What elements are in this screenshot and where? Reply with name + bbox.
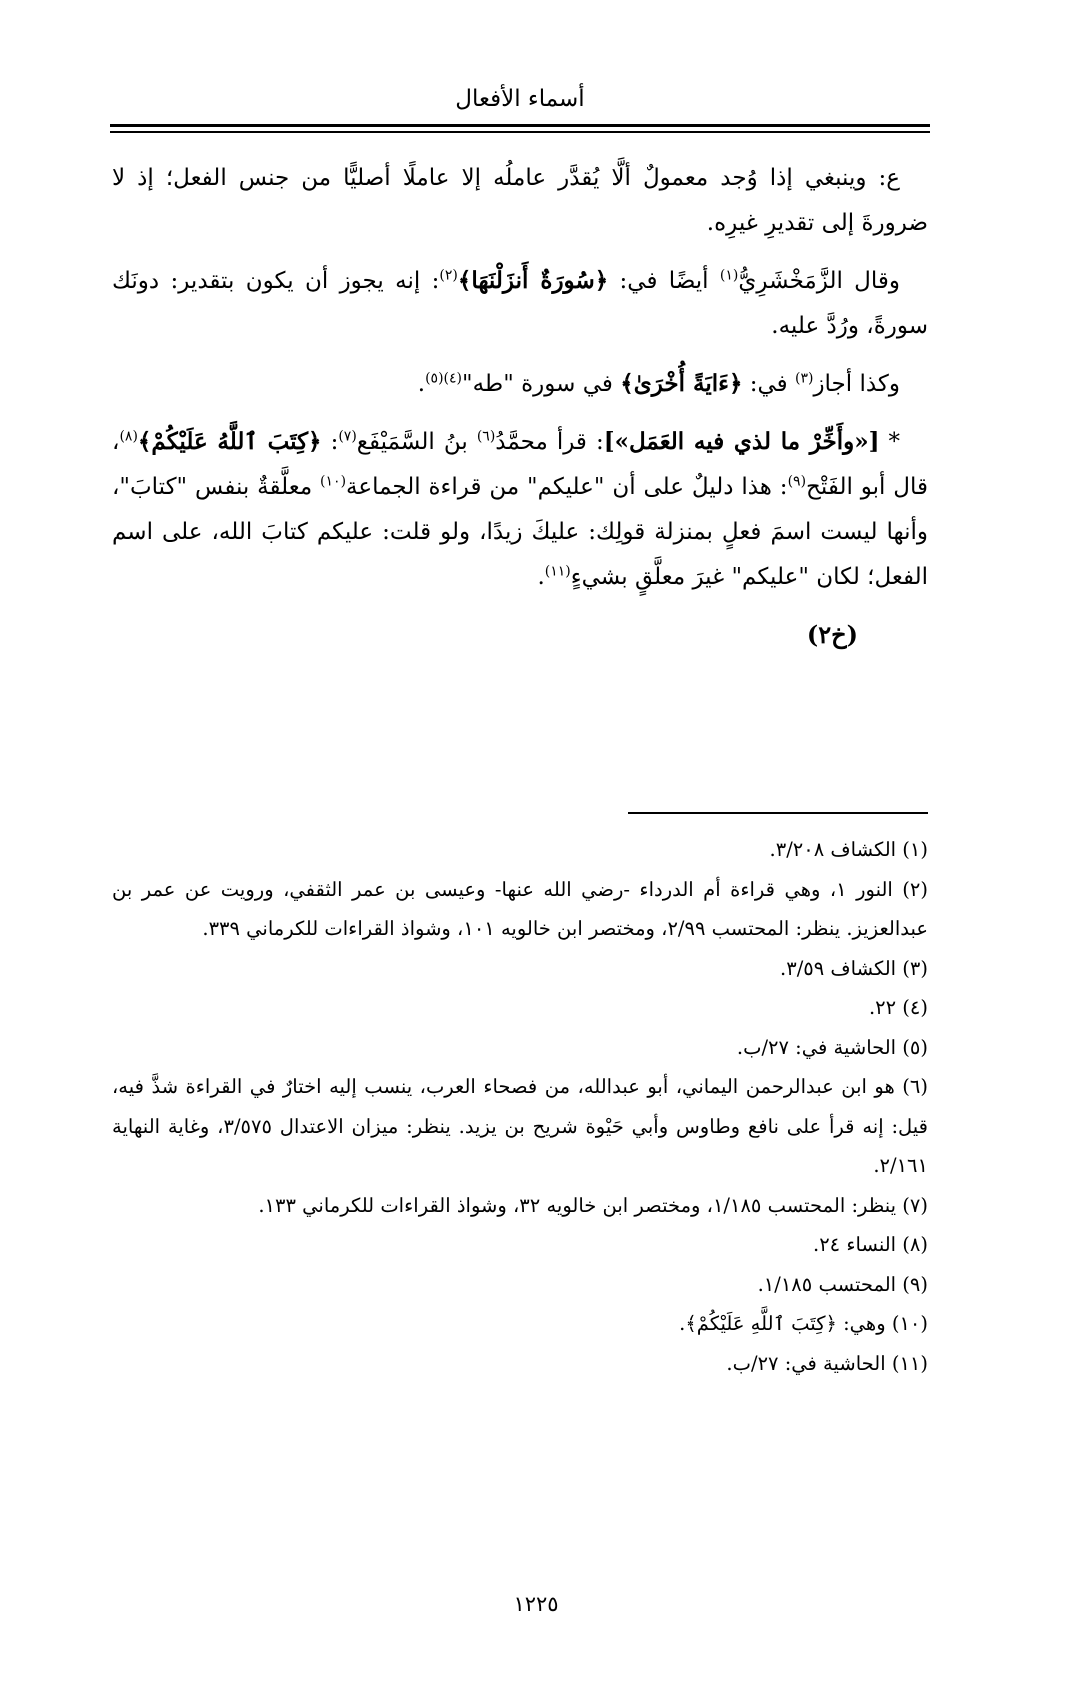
footnote-1: (١) الكشاف ٣/٢٠٨. bbox=[769, 838, 928, 861]
footnote-4: (٤) ٢٢. bbox=[868, 996, 928, 1019]
p3-text-d: . bbox=[417, 371, 426, 397]
footnote-9: (٩) المحتسب ١/١٨٥. bbox=[757, 1272, 928, 1296]
page-number: ١٢٢٥ bbox=[513, 1592, 559, 1616]
p4-heading: [«وأَخِّرْ ما لذي فيه العَمَل»] bbox=[603, 428, 880, 455]
p4-text-c: : bbox=[321, 429, 339, 455]
p4-text-b: بنُ السَّمَيْفَع bbox=[356, 429, 477, 455]
p4-star: * bbox=[879, 429, 901, 455]
p3-text-a: وكذا أجاز bbox=[813, 371, 900, 397]
footnote-8: (٨) النساء ٢٤. bbox=[812, 1233, 928, 1256]
footnote-2: (٢) النور ١، وهي قراءة أم الدرداء -رضي الله عنها- وعيسى بن عمر الثقفي، ورويت عن عمر بن عبدالعزيز. ينظر: المحتسب ٢/٩٩، ومختصر ابن خالويه ١٠١، وشواذ القراءات للكرماني ٣٣٩. bbox=[112, 877, 928, 940]
header-rule-thick bbox=[110, 124, 930, 127]
quran-quote-1: ﴿سُورَةٌ أَنزَلْنَهَا﴾ bbox=[457, 267, 609, 294]
quran-quote-2: ﴿ءَايَةً أُخْرَىٰ﴾ bbox=[620, 370, 743, 397]
footnote-ref-6: (٦) bbox=[476, 428, 496, 445]
p4-text-d: ، قال أبو الفَتْح bbox=[112, 429, 928, 500]
p4-text-g: . bbox=[537, 564, 545, 590]
quran-quote-3: ﴿كِتَبَ ٱللَّهُ عَلَيْكُمْ﴾ bbox=[137, 428, 322, 455]
footnote-ref-8: (٨) bbox=[119, 428, 138, 445]
footnote-ref-1: (١) bbox=[719, 267, 739, 284]
footnote-7: (٧) ينظر: المحتسب ١/١٨٥، ومختصر ابن خالويه ٣٢، وشواذ القراءات للكرماني ١٣٣. bbox=[258, 1193, 928, 1217]
running-title: أسماء الأفعال bbox=[455, 86, 585, 112]
header-rule-thin bbox=[110, 131, 930, 133]
p2-text-c: : إنه يجوز أن يكون بتقدير: دونَك سورةً، ورُدَّ عليه. bbox=[112, 268, 928, 339]
footnote-ref-3: (٣) bbox=[794, 370, 814, 387]
p3-text-c: في سورة "طه" bbox=[462, 371, 621, 397]
paragraph-1: ع: وينبغي إذا وُجد معمولٌ ألَّا يُقدَّر عاملُه إلا عاملًا أصليًّا من جنس الفعل؛ إذ لا ضرورةَ إلى تقديرِ غيرِه. bbox=[112, 165, 928, 236]
paragraph-2 bbox=[112, 258, 928, 349]
p2-text-b: أيضًا في: bbox=[608, 268, 720, 294]
p4-text-f: معلَّقةٌ بنفس "كتابَ"، وأنها ليست اسمَ فعلٍ بمنزلة قولِك: عليكَ زيدًا، ولو قلت: عليكم كتابَ الله، على اسم الفعل؛ لكان "عليكم" غيرَ معلَّقٍ بشيءٍ bbox=[112, 474, 928, 590]
p3-text-b: في: bbox=[742, 371, 795, 397]
footnote-3: (٣) الكشاف ٣/٥٩. bbox=[780, 956, 928, 980]
p2-text-a: وقال الزَّمَخْشَرِيُّ bbox=[738, 268, 901, 294]
footnote-ref-4-5: (٤)(٥) bbox=[425, 370, 462, 387]
footnote-6: (٦) هو ابن عبدالرحمن اليماني، أبو عبدالله، من فصحاء العرب، ينسب إليه اختارٌ في القراءة شذَّ فيه، قيل: إنه قرأ على نافع وطاوس وأبي حَيْوة شريح بن يزيد. ينظر: ميزان الاعتدال ٣/٥٧٥، وغاية النهاية ٢/١٦١. bbox=[112, 1075, 929, 1177]
paragraph-3 bbox=[112, 361, 928, 407]
footnotes bbox=[112, 830, 928, 1383]
p4-text-e: : هذا دليلٌ على أن "عليكم" من قراءة الجماعة bbox=[346, 474, 788, 500]
p4-text-a: : قرأ محمَّدُ bbox=[495, 429, 604, 455]
footnote-ref-2: (٢) bbox=[439, 267, 458, 284]
footnote-11: (١١) الحاشية في: ٢٧/ب. bbox=[726, 1351, 928, 1375]
footnote-ref-11: (١١) bbox=[544, 563, 571, 580]
footnote-10: (١٠) وهي: ﴿كِتَبَ ٱللَّهِ عَلَيْكُمْ﴾. bbox=[679, 1312, 928, 1335]
paragraph-4 bbox=[112, 419, 928, 600]
footnote-ref-10: (١٠) bbox=[320, 473, 347, 490]
footnote-ref-7: (٧) bbox=[338, 428, 357, 445]
footnote-5: (٥) الحاشية في: ٢٧/ب. bbox=[736, 1035, 928, 1059]
footnote-ref-9: (٩) bbox=[787, 473, 807, 490]
footnote-separator bbox=[628, 812, 928, 814]
main-text bbox=[112, 156, 928, 657]
manuscript-marker: (خ٢) bbox=[806, 620, 858, 649]
